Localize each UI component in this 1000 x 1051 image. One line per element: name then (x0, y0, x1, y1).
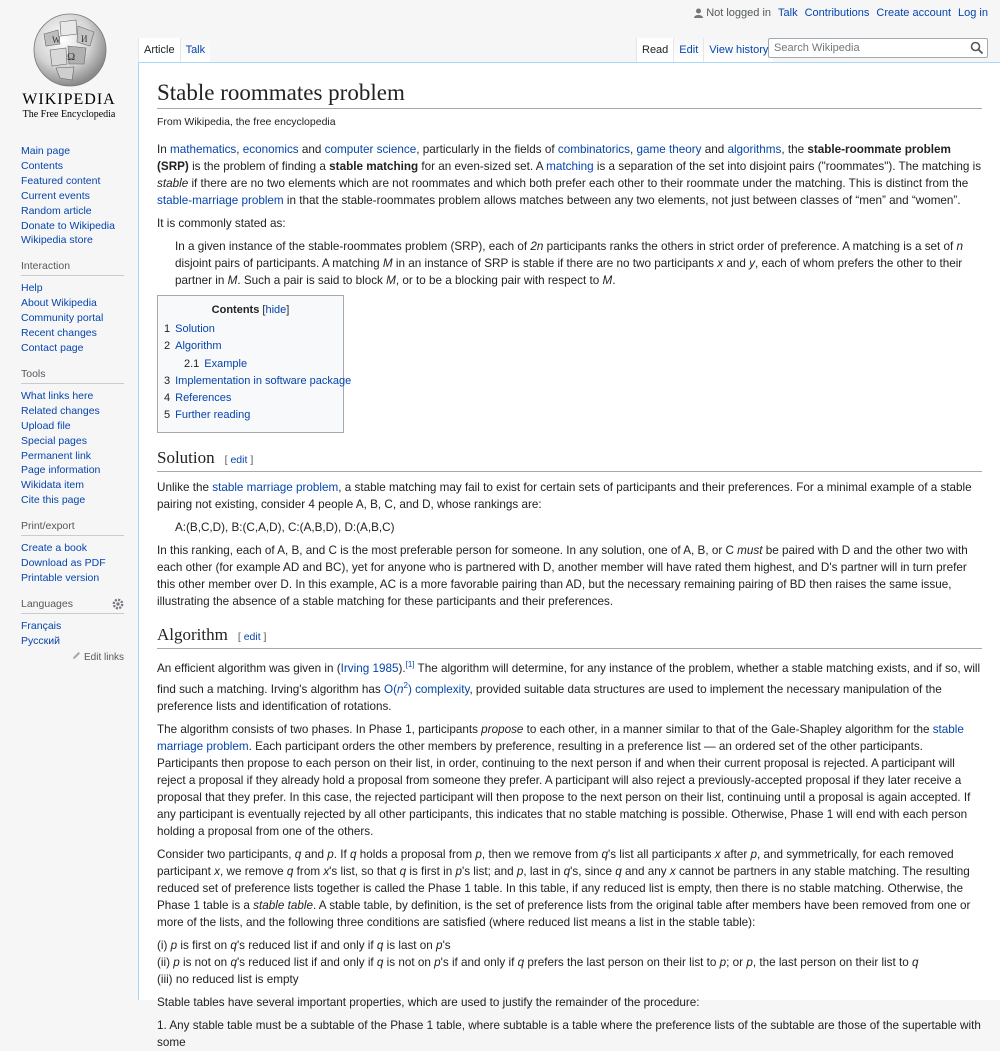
text: , (236, 143, 243, 156)
toc-hide-toggle[interactable]: [hide] (262, 303, 290, 316)
m: p (750, 848, 758, 862)
table-of-contents (157, 295, 352, 433)
gear-icon[interactable] (112, 598, 124, 610)
toc-link-references[interactable]: References (175, 391, 232, 404)
text: The algorithm will determine, for any instance of the problem, whether a stable matching exists, and if so, will find such a matching. Irving's algorithm has (157, 662, 981, 697)
t: , and symmetrically, for each removed participant (157, 848, 954, 879)
link-complexity[interactable] (384, 683, 469, 696)
condition-ii (157, 954, 982, 971)
m: q (615, 865, 622, 879)
m: p (173, 956, 180, 970)
sidebar-print-heading: Print/export (21, 520, 124, 536)
link-matching[interactable]: matching (546, 160, 594, 174)
sidebar-print-export (21, 520, 124, 586)
sidebar-item-printable-version[interactable]: Printable version (21, 571, 100, 584)
contributions-link[interactable]: Contributions (804, 7, 870, 19)
edit-section-solution[interactable]: [ edit ] (224, 454, 254, 467)
link-mathematics[interactable]: mathematics (170, 143, 237, 156)
italic-term: stable (157, 177, 189, 191)
text: O( (384, 683, 397, 697)
sidebar-tools-heading: Tools (21, 368, 124, 384)
article-content (138, 62, 1000, 1049)
svg-text:W: W (52, 35, 61, 45)
sidebar-item-special-pages[interactable]: Special pages (21, 434, 87, 447)
toc-item[interactable] (164, 373, 352, 390)
toc-item[interactable] (164, 390, 337, 407)
not-logged-in-indicator (694, 7, 771, 19)
text: ) complexity (407, 683, 470, 697)
svg-text:И: И (81, 34, 88, 44)
math: y (749, 256, 755, 270)
tab-talk-label: Talk (185, 44, 206, 56)
t: , we remove (220, 865, 287, 879)
tab-edit[interactable] (673, 38, 703, 62)
rankings-example: A:(B,C,D), B:(C,A,D), C:(A,B,D), D:(A,B,C) (175, 521, 395, 535)
text: An efficient algorithm was given in ( (157, 662, 341, 676)
algorithm-paragraph-5: 1. Any stable table must be a subtable of the Phase 1 table, where subtable is a table where the preference lists of the subtable are those of the supertable with some (157, 1018, 981, 1049)
t: 's reduced list if and only if (236, 956, 377, 970)
tab-talk[interactable] (180, 38, 211, 62)
sidebar-item-upload-file[interactable]: Upload file (21, 419, 71, 432)
text: Unlike the (157, 481, 213, 495)
link-stable-marriage-problem[interactable]: stable marriage problem (157, 722, 964, 753)
m: q (350, 848, 357, 862)
math: n (956, 239, 964, 253)
m: p (436, 939, 443, 953)
m: q (376, 956, 384, 970)
text: if there are no two elements which are not roommates and which both prefer each other to their roommate under the matching. This is distinct from the (188, 177, 969, 191)
commonly-stated: It is commonly stated as: (157, 216, 286, 230)
text: , (629, 143, 637, 156)
text: and (723, 256, 750, 270)
site-subtitle: From Wikipedia, the free encyclopedia (157, 116, 336, 128)
text: In (157, 143, 170, 156)
text: , the (781, 143, 808, 156)
sidebar-item-store[interactable]: Wikipedia store (21, 234, 93, 247)
m: q (517, 956, 525, 970)
tab-article[interactable] (138, 38, 180, 62)
italic-term: propose (481, 722, 524, 736)
m: stable table (253, 899, 313, 913)
namespace-tabs (138, 38, 210, 62)
pencil-icon (72, 651, 81, 660)
m: p (434, 956, 441, 970)
t: , last in (523, 865, 564, 879)
text: , or to be a blocking pair with respect to (395, 273, 603, 287)
sidebar-navigation (21, 144, 124, 248)
t: 's list; and (461, 865, 517, 879)
t: cannot be partners in any stable matching. The resulting reduced set of preference lists together is called the Phase 1 table. In this table, if any reduced list is empty, then there is no stable matching. Otherwise, the Phase 1 table is a (157, 865, 970, 913)
algorithm-paragraph-4: Stable tables have several important properties, which are used to justify the remainder of the procedure: (157, 996, 700, 1010)
globe-icon (30, 12, 110, 88)
section-heading-solution (157, 447, 982, 472)
sidebar-item-what-links-here[interactable]: What links here (21, 389, 94, 402)
toc-link-implementation[interactable]: Implementation in software package (175, 374, 352, 387)
sidebar-item-contact[interactable]: Contact page (21, 341, 84, 354)
bold-term: stable-roommate problem (SRP) (157, 143, 951, 174)
m: x (714, 848, 721, 862)
text: , each of whom prefers the other to their partner in (175, 256, 963, 287)
edit-link[interactable]: edit (243, 631, 261, 644)
log-in-link[interactable]: Log in (958, 7, 988, 19)
m: p (170, 939, 178, 953)
text: , provided suitable data structures are used to implement the necessary manipulation of the preference lists and identification of rotations. (157, 683, 942, 714)
t: ; or (726, 956, 747, 970)
toc-number: 2 (164, 340, 171, 353)
text: in an instance of SRP is stable if there are no two participants (392, 256, 718, 270)
sidebar-language-russian[interactable]: Русский (21, 634, 60, 647)
text: and (701, 143, 728, 156)
m: q (601, 848, 608, 862)
toc-link-example[interactable]: Example (204, 357, 248, 370)
toc-link-algorithm[interactable]: Algorithm (175, 340, 222, 353)
t: . A stable table, by definition, is the set of preference lists from the original table after members have been removed from one or more of the lists, and the following three conditions are satisfied (where reduced list means a list in the stable table): (157, 899, 971, 930)
t: is not on (179, 956, 231, 970)
edit-section-algorithm[interactable]: [ edit ] (237, 631, 267, 644)
user-icon (694, 8, 703, 18)
t: after (720, 848, 751, 862)
sidebar-interaction-heading: Interaction (21, 260, 124, 276)
page-title: Stable roommates problem (157, 79, 982, 109)
sidebar-item-main-page[interactable]: Main page (21, 145, 71, 157)
text: to each other, in a manner similar to that of the Gale-Shapley algorithm for the (523, 722, 933, 736)
algorithm-paragraph-3 (157, 846, 982, 931)
text: disjoint pairs of participants. A matching (175, 256, 383, 270)
algorithm-paragraph-1 (157, 656, 982, 715)
text: and (298, 143, 325, 156)
math: M (602, 273, 613, 287)
text: is the problem of finding a (188, 160, 330, 174)
sidebar-item-recent-changes[interactable]: Recent changes (21, 327, 97, 340)
t: from (293, 865, 324, 879)
text: The algorithm consists of two phases. In Phase 1, participants (157, 722, 482, 736)
link-irving-1985[interactable]: Irving 1985 (340, 662, 399, 676)
link-stable-marriage-problem[interactable]: stable-marriage problem (157, 194, 284, 208)
text: , a stable matching may fail to exist for certain sets of participants and their preferences. For a minimal example of a stable pairing not existing, consider 4 people A, B, C, and D, whose rankings are: (157, 481, 972, 512)
condition-i (157, 937, 982, 954)
link-stable-marriage-problem[interactable]: stable marriage problem (212, 481, 339, 495)
sidebar-item-cite-page[interactable]: Cite this page (21, 494, 86, 507)
edit-links-label: Edit links (83, 651, 124, 663)
toc-number: 5 (164, 409, 171, 422)
text: . Each participant orders the other members by preference, resulting in a preference list — an ordered set of the other participants. Participants then propose to each person on their list, in order, continuing to the next person if and when their current proposal is rejected. A participant will reject a proposal if they already hold a proposal from someone they prefer. A participant will also reject a previously-accepted proposal if they later receive a proposal that they prefer. In this case, the rejected participant will then propose to the next person on their list, continuing until a proposal is again accepted. If any participant is eventually rejected by all other participants, this indicates that no stable matching is possible. Otherwise, Phase 1 will end with each person holding a proposal from one of the others. (157, 739, 971, 839)
toc-heading: Contents (211, 303, 260, 316)
text: participants ranks the others in strict order of preference. A matching is a set of (543, 239, 957, 253)
toc-item[interactable] (164, 356, 337, 373)
t: (ii) (157, 956, 174, 970)
t: 's, since (570, 865, 616, 879)
m: p (746, 956, 753, 970)
search-icon[interactable] (970, 41, 984, 55)
not-logged-in-label: Not logged in (706, 7, 772, 19)
link-game-theory[interactable]: game theory (636, 143, 702, 156)
wikipedia-wordmark: WIKIPEDIA (22, 91, 116, 108)
intro-paragraph (157, 141, 982, 209)
math: 2n (530, 239, 544, 253)
text: ). (398, 662, 406, 676)
toc-item[interactable] (164, 338, 337, 355)
toc-link-solution[interactable]: Solution (175, 323, 215, 336)
t: 's list all participants (607, 848, 715, 862)
m: q (563, 865, 571, 879)
t: . If (333, 848, 350, 862)
toc-item[interactable] (164, 321, 337, 338)
math: M (386, 273, 396, 287)
italic-term: must (737, 543, 763, 557)
toc-number: 2.1 (184, 357, 200, 370)
t: 's (442, 939, 451, 953)
toc-hide-link[interactable]: hide (265, 303, 287, 316)
math: x (717, 256, 724, 270)
wikipedia-logo[interactable] (0, 0, 138, 130)
sidebar-item-donate[interactable]: Donate to Wikipedia (21, 219, 115, 232)
edit-links[interactable] (21, 651, 124, 663)
text: for an even-sized set. A (418, 160, 547, 174)
sidebar-item-contents[interactable]: Contents (21, 159, 64, 172)
solution-paragraph-1 (157, 479, 982, 513)
sidebar-item-featured-content[interactable]: Featured content (21, 174, 101, 187)
m: p (455, 865, 462, 879)
search-placeholder: Search Wikipedia (774, 42, 860, 54)
view-tabs (636, 38, 773, 62)
t: (i) (157, 939, 171, 953)
sidebar-interaction (21, 260, 124, 356)
t: , the last person on their list to (752, 956, 912, 970)
tab-view-history-label: View history (709, 44, 769, 56)
m: q (286, 865, 294, 879)
m: q (376, 939, 384, 953)
edit-link[interactable]: edit (230, 454, 248, 467)
t: 's if and only if (440, 956, 518, 970)
search-input[interactable] (768, 38, 988, 58)
tab-edit-label: Edit (679, 44, 699, 56)
m: p (516, 865, 524, 879)
m: q (230, 956, 237, 970)
solution-paragraph-2 (157, 542, 982, 610)
section-heading-algorithm (157, 624, 982, 649)
m: x (214, 865, 221, 879)
m: p (475, 848, 482, 862)
sidebar-item-create-book[interactable]: Create a book (21, 542, 87, 555)
m: x (323, 865, 330, 879)
algorithm-paragraph-2 (157, 721, 982, 841)
user-talk-link[interactable]: Talk (778, 7, 798, 19)
t: is first in (406, 865, 456, 879)
m: q (294, 848, 302, 862)
sidebar-item-random-article[interactable]: Random article (21, 204, 92, 217)
text: is a separation of the set into disjoint pairs ("roommates"). The matching is (593, 160, 982, 174)
sidebar-item-download-pdf[interactable]: Download as PDF (21, 557, 106, 570)
t: , then we remove from (481, 848, 602, 862)
toc-item[interactable] (164, 407, 337, 424)
link-combinatorics[interactable]: combinatorics (557, 143, 630, 156)
m: p (719, 956, 727, 970)
t: and (301, 848, 328, 862)
toc-number: 4 (164, 391, 171, 404)
toc-title (164, 302, 337, 319)
toc-link-further-reading[interactable]: Further reading (175, 409, 251, 422)
create-account-link[interactable]: Create account (876, 7, 952, 19)
t: holds a proposal from (356, 848, 476, 862)
toc-number: 3 (164, 374, 171, 387)
sidebar-item-wikidata-item[interactable]: Wikidata item (21, 479, 85, 492)
math: M (227, 273, 238, 287)
sidebar-languages-heading (21, 598, 124, 614)
condition-iii: (iii) no reduced list is empty (157, 973, 299, 987)
tab-view-history[interactable] (703, 38, 773, 62)
text: . Such a pair is said to block (237, 273, 387, 287)
text: . (612, 273, 616, 287)
t: Consider two participants, (157, 848, 295, 862)
t: is first on (177, 939, 231, 953)
sidebar-tools (21, 368, 124, 508)
sidebar-item-current-events[interactable]: Current events (21, 189, 90, 202)
sidebar-item-help[interactable]: Help (21, 282, 43, 295)
text: in that the stable-roommates problem allows matches between any two elements, not just between classes of “men” and “women”. (283, 194, 961, 208)
sidebar-languages (21, 598, 124, 663)
blockquote-definition (175, 238, 982, 289)
sidebar-item-page-information[interactable]: Page information (21, 464, 101, 477)
link-algorithms[interactable]: algorithms (727, 143, 782, 156)
m: q (399, 865, 407, 879)
link-economics[interactable]: economics (242, 143, 299, 156)
exponent: 2 (403, 681, 408, 691)
text: In this ranking, each of A, B, and C is the most preferable person for someone. In any solution, one of A, B, or C (157, 543, 738, 557)
m: q (230, 939, 237, 953)
m: q (912, 956, 919, 970)
tab-read-label: Read (642, 44, 669, 56)
section-title: Algorithm (157, 625, 228, 645)
sidebar (0, 140, 138, 672)
section-title: Solution (157, 448, 215, 468)
math: M (382, 256, 393, 270)
sidebar-language-french[interactable]: Français (21, 619, 62, 632)
sidebar-item-about[interactable]: About Wikipedia (21, 297, 97, 310)
sidebar-item-related-changes[interactable]: Related changes (21, 404, 100, 417)
tab-article-label: Article (144, 44, 175, 56)
t: and any (621, 865, 670, 879)
bold-term: stable matching (329, 160, 419, 174)
m: x (669, 865, 676, 879)
text: be paired with D and the other two with each other (for example AD and BC), yet for anyone who is partnered with D, another member will have rated them highest, and D's partner will in turn prefer this other member over D. In this example, AC is a more favorable pairing than AD, but the necessary remaining pairing of BD then raises the same issue, illustrating the absence of a stable matching for these participants and their preferences. (157, 543, 968, 609)
tab-read[interactable] (636, 38, 673, 62)
text: In a given instance of the stable-roommates problem (SRP), each of (175, 239, 531, 253)
t: 's reduced list if and only if (236, 939, 377, 953)
t: 's list, so that (329, 865, 400, 879)
sidebar-item-community-portal[interactable]: Community portal (21, 312, 104, 325)
svg-text:Ω: Ω (67, 51, 76, 63)
wikipedia-tagline: The Free Encyclopedia (22, 109, 116, 120)
t: prefers the last person on their list to (524, 956, 720, 970)
personal-tools (694, 7, 988, 19)
t: is not on (383, 956, 435, 970)
sidebar-item-permanent-link[interactable]: Permanent link (21, 449, 92, 462)
toc-number: 1 (164, 323, 171, 336)
text: , particularly in the fields of (416, 143, 558, 156)
citation-1[interactable]: [1] (405, 660, 415, 670)
languages-title: Languages (21, 597, 73, 610)
t: is last on (383, 939, 437, 953)
math: n (396, 683, 404, 697)
link-computer-science[interactable]: computer science (324, 143, 417, 156)
m: p (327, 848, 334, 862)
